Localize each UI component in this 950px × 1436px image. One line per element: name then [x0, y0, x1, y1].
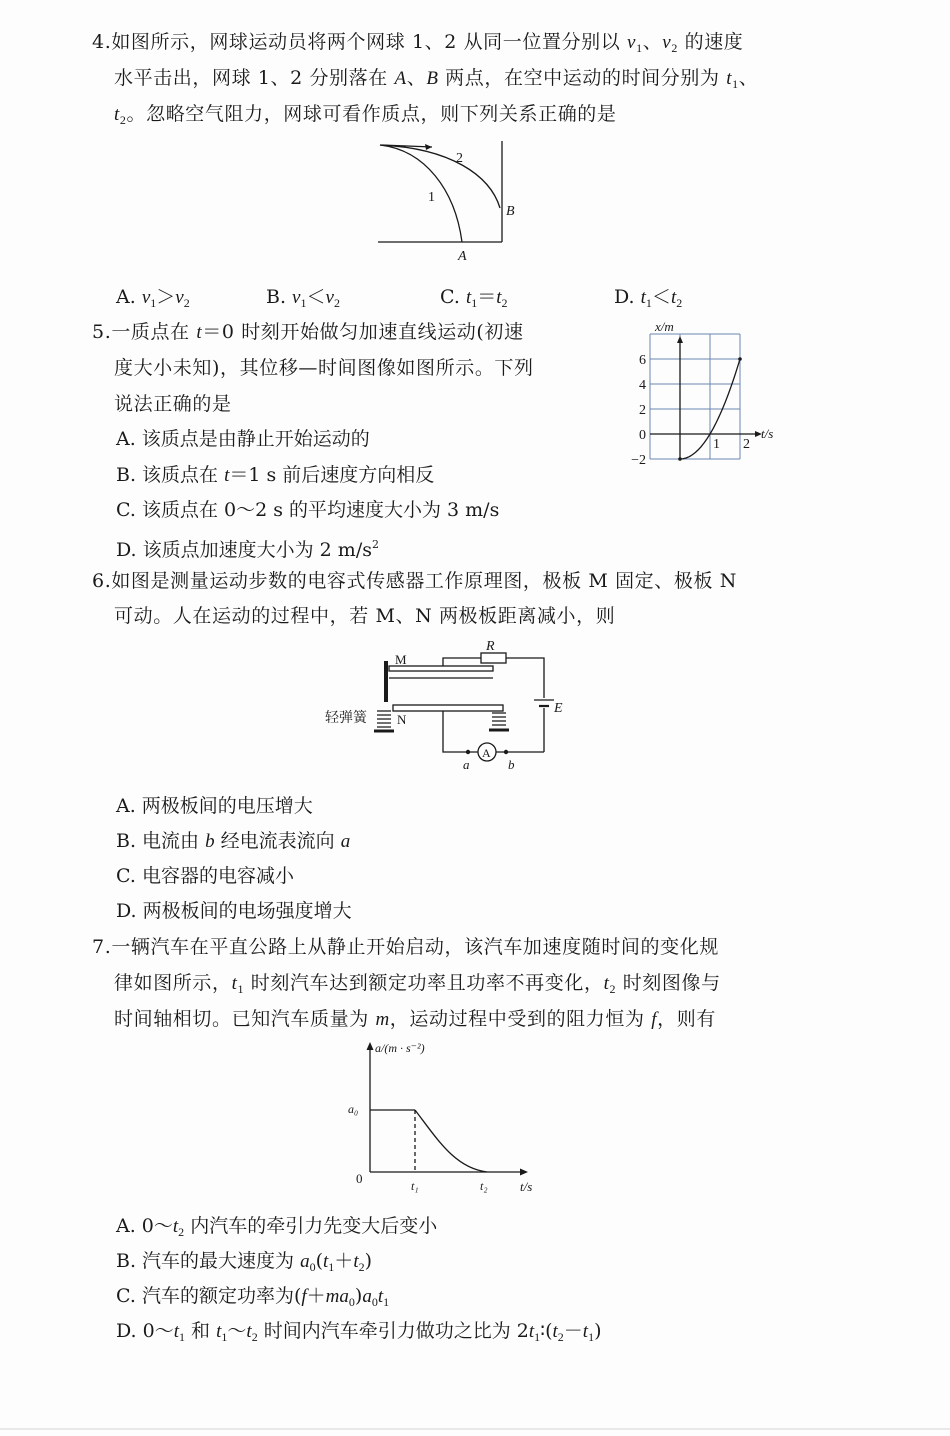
q4-number: 4.	[92, 31, 112, 53]
q6-number: 6.	[92, 570, 112, 592]
q4-line-2: 水平击出，网球 1、2 分别落在 A、B 两点，在空中运动的时间分别为 $t_1$、	[114, 67, 759, 91]
q6-option-A[interactable]: A. 两极板间的电压增大	[116, 795, 313, 817]
q6-option-D[interactable]: D. 两极板间的电场强度增大	[116, 900, 352, 922]
q5-number: 5.	[92, 321, 112, 343]
q4-option-D[interactable]: D. $t_1<t_2$	[614, 286, 683, 310]
q7-tick-a0: a₀	[348, 1102, 359, 1116]
q7-tick-t1: t₁	[411, 1179, 419, 1193]
q6-option-C[interactable]: C. 电容器的电容减小	[116, 865, 294, 887]
q5-y-tick: −2	[631, 453, 646, 468]
q6-label-a: a	[463, 757, 470, 772]
q4-label-A: A	[458, 249, 467, 264]
q7-line-1: 7.一辆汽车在平直公路上从静止开始启动，该汽车加速度随时间的变化规	[92, 936, 719, 958]
q7-number: 7.	[92, 936, 112, 958]
q7-line-2: 律如图所示，$t_1$ 时刻汽车达到额定功率且功率不再变化，$t_2$ 时刻图像与	[114, 972, 721, 996]
q5-y-tick: 6	[639, 353, 646, 368]
q7-y-axis-label: a/(m · s⁻²)	[375, 1041, 425, 1055]
q4-line-1: 4.如图所示，网球运动员将两个网球 1、2 从同一位置分别以 $v_1$、$v_2$ 的速度	[92, 31, 744, 55]
q4-option-A[interactable]: A. $v_1>v_2$	[116, 286, 190, 310]
q4-option-B[interactable]: B. $v_1<v_2$	[266, 286, 340, 310]
q5-y-tick: 4	[639, 378, 646, 393]
q7-decay-curve	[415, 1110, 487, 1172]
q5-option-B[interactable]: B. 该质点在 t＝1 s 前后速度方向相反	[116, 464, 435, 486]
q6-label-E: E	[554, 701, 563, 716]
q5-line-2: 度大小未知)，其位移—时间图像如图所示。下列	[114, 357, 534, 379]
q7-option-A[interactable]: A. $0\sim t_2$ 内汽车的牵引力先变大后变小	[116, 1215, 438, 1239]
q7-x-arrow	[520, 1169, 528, 1176]
q5-y-tick: 2	[639, 403, 646, 418]
q7-option-B[interactable]: B. 汽车的最大速度为 $a_0(t_1+t_2)$	[116, 1250, 373, 1274]
q5-x-axis-label: t/s	[761, 426, 774, 441]
q5-option-A[interactable]: A. 该质点是由静止开始运动的	[116, 428, 370, 450]
q7-line-3: 时间轴相切。已知汽车质量为 m，运动过程中受到的阻力恒为 f，则有	[114, 1008, 716, 1030]
q4-line-3: $t_2$。忽略空气阻力，网球可看作质点，则下列关系正确的是	[114, 103, 617, 127]
q5-option-D[interactable]: D. 该质点加速度大小为 2 $m/s^2$	[116, 538, 379, 561]
q5-y-tick: 0	[639, 428, 646, 443]
q5-line-1: 5.一质点在 t＝0 时刻开始做匀加速直线运动(初速	[92, 321, 524, 343]
q4-option-C[interactable]: C. $t_1=t_2$	[440, 286, 508, 310]
q6-option-B[interactable]: B. 电流由 b 经电流表流向 a	[116, 830, 351, 852]
q5-x-tick: 1	[713, 437, 720, 452]
q6-label-b: b	[508, 757, 515, 772]
q7-origin: 0	[356, 1171, 363, 1186]
page-bottom-edge	[0, 1428, 950, 1430]
q5-x-tick: 2	[743, 437, 750, 452]
q7-option-D[interactable]: D. $0\sim t_1$ 和 $t_1\sim t_2$ 时间内汽车牵引力做功之比为 $2t_1∶(t_2-t_1)$	[116, 1320, 602, 1344]
q7-y-arrow	[367, 1042, 374, 1050]
q5-y-axis-label: x/m	[655, 319, 674, 334]
q6-label-M: M	[395, 652, 407, 667]
q4-label-B: B	[506, 204, 515, 219]
q7-option-C[interactable]: C. 汽车的额定功率为$(f+ma_0)a_0t_1$	[116, 1285, 390, 1309]
q6-label-N: N	[397, 712, 407, 727]
q6-line-1: 6.如图是测量运动步数的电容式传感器工作原理图，极板 M 固定、极板 N	[92, 570, 737, 592]
q7-tick-t2: t₂	[480, 1179, 488, 1193]
q5-option-C[interactable]: C. 该质点在 0～2 s 的平均速度大小为 3 m/s	[116, 499, 500, 521]
q6-line-2: 可动。人在运动的过程中，若 M、N 两极板距离减小，则	[114, 605, 616, 627]
q6-label-ammeter: A	[482, 746, 491, 760]
q5-line-3: 说法正确的是	[114, 393, 232, 415]
q6-label-spring: 轻弹簧	[325, 710, 367, 726]
q4-label-1: 1	[428, 190, 435, 205]
q6-label-R: R	[486, 639, 495, 654]
q7-x-axis-label: t/s	[520, 1179, 533, 1194]
q4-label-2: 2	[456, 151, 463, 166]
